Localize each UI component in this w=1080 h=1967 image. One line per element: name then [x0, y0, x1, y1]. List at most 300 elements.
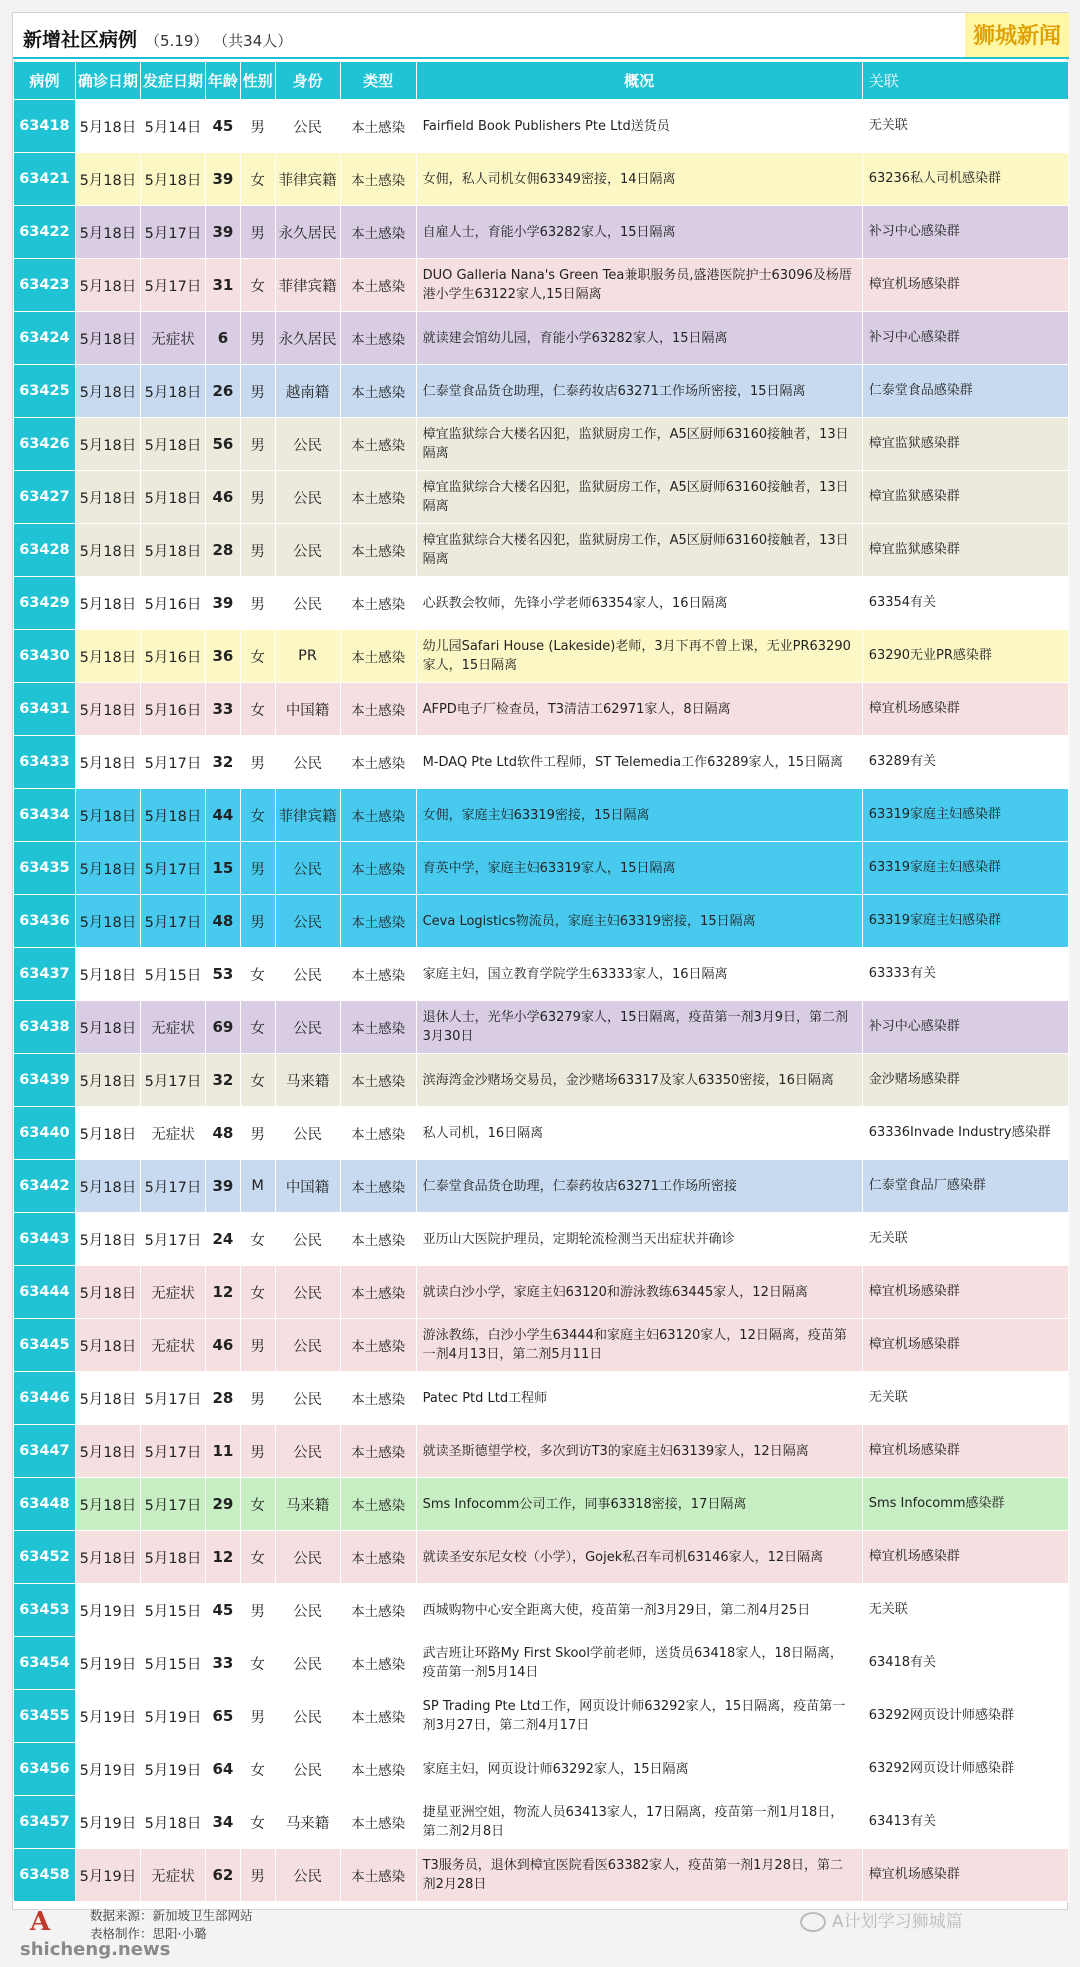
- age: 31: [206, 259, 241, 312]
- confirmed-date: 5月18日: [75, 418, 140, 471]
- onset-date: 5月18日: [140, 524, 205, 577]
- age: 56: [206, 418, 241, 471]
- table-row: [14, 259, 1069, 312]
- table-row: [14, 895, 1069, 948]
- sex: 女: [240, 948, 275, 1001]
- sex: 男: [240, 577, 275, 630]
- confirmed-date: 5月18日: [75, 524, 140, 577]
- cluster-link: 樟宜监狱感染群: [862, 418, 1068, 471]
- a-plan-logo: A: [30, 1907, 51, 1937]
- sex: 男: [240, 895, 275, 948]
- table-row: [14, 1054, 1069, 1107]
- onset-date: 5月17日: [140, 1478, 205, 1531]
- infection-type: 本土感染: [340, 1001, 416, 1054]
- case-summary: T3服务员，退休到樟宜医院看医63382家人，疫苗第一剂1月28日，第二剂2月28日: [416, 1849, 862, 1902]
- table-row: [14, 1372, 1069, 1425]
- infection-type: 本土感染: [340, 1266, 416, 1319]
- sex: 女: [240, 1478, 275, 1531]
- confirmed-date: 5月18日: [75, 1213, 140, 1266]
- case-id: 63431: [14, 683, 76, 736]
- infection-type: 本土感染: [340, 630, 416, 683]
- table-row: [14, 1425, 1069, 1478]
- table-row: [14, 1584, 1069, 1637]
- residency-status: 公民: [275, 842, 340, 895]
- sex: 男: [240, 312, 275, 365]
- residency-status: 公民: [275, 577, 340, 630]
- infection-type: 本土感染: [340, 1849, 416, 1902]
- onset-date: 5月17日: [140, 1372, 205, 1425]
- age: 44: [206, 789, 241, 842]
- confirmed-date: 5月19日: [75, 1849, 140, 1902]
- case-summary: 滨海湾金沙赌场交易员，金沙赌场63317及家人63350密接，16日隔离: [416, 1054, 862, 1107]
- residency-status: 马来籍: [275, 1054, 340, 1107]
- confirmed-date: 5月18日: [75, 948, 140, 1001]
- table-body: [14, 100, 1069, 1902]
- case-id: 63438: [14, 1001, 76, 1054]
- cluster-link: 仁泰堂食品感染群: [862, 365, 1068, 418]
- age: 28: [206, 1372, 241, 1425]
- onset-date: 无症状: [140, 312, 205, 365]
- residency-status: 公民: [275, 1319, 340, 1372]
- infection-type: 本土感染: [340, 100, 416, 153]
- sex: 女: [240, 153, 275, 206]
- cases-table: [13, 61, 1069, 1902]
- age: 39: [206, 206, 241, 259]
- residency-status: 公民: [275, 1001, 340, 1054]
- confirmed-date: 5月18日: [75, 100, 140, 153]
- onset-date: 5月18日: [140, 471, 205, 524]
- age: 53: [206, 948, 241, 1001]
- cluster-link: 金沙赌场感染群: [862, 1054, 1068, 1107]
- cluster-link: 无关联: [862, 1372, 1068, 1425]
- sex: 男: [240, 1425, 275, 1478]
- age: 48: [206, 1107, 241, 1160]
- residency-status: 公民: [275, 948, 340, 1001]
- onset-date: 无症状: [140, 1849, 205, 1902]
- table-row: [14, 736, 1069, 789]
- table-row: [14, 948, 1069, 1001]
- age: 62: [206, 1849, 241, 1902]
- cluster-link: 仁泰堂食品厂感染群: [862, 1160, 1068, 1213]
- table-row: [14, 100, 1069, 153]
- confirmed-date: 5月18日: [75, 471, 140, 524]
- confirmed-date: 5月18日: [75, 153, 140, 206]
- case-id: 63458: [14, 1849, 76, 1902]
- table-row: [14, 1690, 1069, 1743]
- case-id: 63452: [14, 1531, 76, 1584]
- residency-status: 公民: [275, 736, 340, 789]
- age: 15: [206, 842, 241, 895]
- case-summary: 就读圣斯德望学校，多次到访T3的家庭主妇63139家人，12日隔离: [416, 1425, 862, 1478]
- case-id: 63429: [14, 577, 76, 630]
- cluster-link: 63336Invade Industry感染群: [862, 1107, 1068, 1160]
- residency-status: 越南籍: [275, 365, 340, 418]
- cluster-link: 63333有关: [862, 948, 1068, 1001]
- brand-logo: 狮城新闻: [965, 13, 1069, 57]
- case-id: 63428: [14, 524, 76, 577]
- cluster-link: 63418有关: [862, 1637, 1068, 1690]
- confirmed-date: 5月19日: [75, 1690, 140, 1743]
- cluster-link: 补习中心感染群: [862, 312, 1068, 365]
- residency-status: 永久居民: [275, 206, 340, 259]
- table-row: [14, 1319, 1069, 1372]
- case-summary: 心跃教会牧师，先锋小学老师63354家人，16日隔离: [416, 577, 862, 630]
- age: 33: [206, 683, 241, 736]
- sex: 男: [240, 1372, 275, 1425]
- infection-type: 本土感染: [340, 842, 416, 895]
- residency-status: 公民: [275, 1849, 340, 1902]
- cluster-link: 樟宜监狱感染群: [862, 524, 1068, 577]
- onset-date: 5月18日: [140, 1531, 205, 1584]
- infection-type: 本土感染: [340, 1425, 416, 1478]
- case-summary: M-DAQ Pte Ltd软件工程师，ST Telemedia工作63289家人，15日隔离: [416, 736, 862, 789]
- cluster-link: 63290无业PR感染群: [862, 630, 1068, 683]
- cluster-link: 63236私人司机感染群: [862, 153, 1068, 206]
- residency-status: 公民: [275, 471, 340, 524]
- residency-status: 中国籍: [275, 683, 340, 736]
- cluster-link: 樟宜监狱感染群: [862, 471, 1068, 524]
- cluster-link: 63413有关: [862, 1796, 1068, 1849]
- case-summary: 西城购物中心安全距离大使，疫苗第一剂3月29日，第二剂4月25日: [416, 1584, 862, 1637]
- table-row: [14, 577, 1069, 630]
- case-summary: 就读建会馆幼儿园，育能小学63282家人，15日隔离: [416, 312, 862, 365]
- infection-type: 本土感染: [340, 1531, 416, 1584]
- case-id: 63430: [14, 630, 76, 683]
- column-header: 类型: [340, 62, 416, 100]
- onset-date: 无症状: [140, 1319, 205, 1372]
- case-id: 63455: [14, 1690, 76, 1743]
- title-bar: [13, 13, 1069, 59]
- case-summary: 退休人士，光华小学63279家人，15日隔离，疫苗第一剂3月9日，第二剂3月30日: [416, 1001, 862, 1054]
- confirmed-date: 5月18日: [75, 1531, 140, 1584]
- case-summary: SP Trading Pte Ltd工作，网页设计师63292家人，15日隔离，疫苗第一剂3月27日，第二剂4月17日: [416, 1690, 862, 1743]
- cluster-link: 樟宜机场感染群: [862, 1531, 1068, 1584]
- sex: 男: [240, 1584, 275, 1637]
- age: 39: [206, 153, 241, 206]
- case-id: 63442: [14, 1160, 76, 1213]
- sex: 女: [240, 1054, 275, 1107]
- case-id: 63453: [14, 1584, 76, 1637]
- case-id: 63433: [14, 736, 76, 789]
- age: 34: [206, 1796, 241, 1849]
- age: 32: [206, 1054, 241, 1107]
- column-header: 年龄: [206, 62, 241, 100]
- sex: 女: [240, 259, 275, 312]
- confirmed-date: 5月18日: [75, 1478, 140, 1531]
- confirmed-date: 5月18日: [75, 1266, 140, 1319]
- onset-date: 5月17日: [140, 1425, 205, 1478]
- infection-type: 本土感染: [340, 1107, 416, 1160]
- residency-status: PR: [275, 630, 340, 683]
- residency-status: 公民: [275, 1584, 340, 1637]
- age: 32: [206, 736, 241, 789]
- case-id: 63456: [14, 1743, 76, 1796]
- age: 12: [206, 1266, 241, 1319]
- sex: 男: [240, 524, 275, 577]
- case-id: 63434: [14, 789, 76, 842]
- onset-date: 5月17日: [140, 1054, 205, 1107]
- table-row: [14, 206, 1069, 259]
- infection-type: 本土感染: [340, 683, 416, 736]
- residency-status: 公民: [275, 895, 340, 948]
- age: 46: [206, 471, 241, 524]
- sex: 男: [240, 736, 275, 789]
- credit-text: 表格制作：思阳·小璐: [90, 1926, 207, 1941]
- sex: 男: [240, 842, 275, 895]
- table-row: [14, 365, 1069, 418]
- residency-status: 菲律宾籍: [275, 153, 340, 206]
- column-header: 确诊日期: [75, 62, 140, 100]
- table-row: [14, 842, 1069, 895]
- confirmed-date: 5月19日: [75, 1584, 140, 1637]
- case-summary: 武吉班让环路My First Skool学前老师，送货员63418家人，18日隔离，疫苗第一剂5月14日: [416, 1637, 862, 1690]
- sex: 女: [240, 1796, 275, 1849]
- sex: 女: [240, 1213, 275, 1266]
- residency-status: 马来籍: [275, 1478, 340, 1531]
- infection-type: 本土感染: [340, 1213, 416, 1266]
- case-id: 63437: [14, 948, 76, 1001]
- case-summary: 女佣，私人司机女佣63349密接，14日隔离: [416, 153, 862, 206]
- confirmed-date: 5月18日: [75, 1107, 140, 1160]
- onset-date: 5月17日: [140, 1213, 205, 1266]
- case-summary: 幼儿园Safari House (Lakeside)老师，3月下再不曾上课，无业PR63290家人，15日隔离: [416, 630, 862, 683]
- onset-date: 5月18日: [140, 418, 205, 471]
- confirmed-date: 5月18日: [75, 1160, 140, 1213]
- cluster-link: 无关联: [862, 1213, 1068, 1266]
- case-summary: 就读白沙小学，家庭主妇63120和游泳教练63445家人，12日隔离: [416, 1266, 862, 1319]
- age: 48: [206, 895, 241, 948]
- wechat-icon: [800, 1912, 826, 1932]
- case-id: 63435: [14, 842, 76, 895]
- onset-date: 5月17日: [140, 842, 205, 895]
- case-id: 63423: [14, 259, 76, 312]
- residency-status: 菲律宾籍: [275, 789, 340, 842]
- table-row: [14, 471, 1069, 524]
- wechat-name: A计划学习狮城篇: [832, 1912, 963, 1932]
- cluster-link: 补习中心感染群: [862, 1001, 1068, 1054]
- confirmed-date: 5月18日: [75, 736, 140, 789]
- sex: 男: [240, 1849, 275, 1902]
- case-summary: 育英中学，家庭主妇63319家人，15日隔离: [416, 842, 862, 895]
- column-header: 发症日期: [140, 62, 205, 100]
- cluster-link: 63289有关: [862, 736, 1068, 789]
- onset-date: 无症状: [140, 1107, 205, 1160]
- infection-type: 本土感染: [340, 259, 416, 312]
- case-id: 63439: [14, 1054, 76, 1107]
- onset-date: 5月17日: [140, 1160, 205, 1213]
- onset-date: 无症状: [140, 1001, 205, 1054]
- residency-status: 永久居民: [275, 312, 340, 365]
- table-row: [14, 1266, 1069, 1319]
- case-summary: DUO Galleria Nana's Green Tea兼职服务员,盛港医院护士63096及杨厝港小学生63122家人,15日隔离: [416, 259, 862, 312]
- case-summary: 就读圣安东尼女校（小学），Gojek私召车司机63146家人，12日隔离: [416, 1531, 862, 1584]
- cluster-link: 63319家庭主妇感染群: [862, 789, 1068, 842]
- confirmed-date: 5月18日: [75, 630, 140, 683]
- case-summary: 仁泰堂食品货仓助理，仁泰药妆店63271工作场所密接，15日隔离: [416, 365, 862, 418]
- cluster-link: 63354有关: [862, 577, 1068, 630]
- case-summary: 私人司机，16日隔离: [416, 1107, 862, 1160]
- table-row: [14, 418, 1069, 471]
- cluster-link: 樟宜机场感染群: [862, 1849, 1068, 1902]
- onset-date: 5月17日: [140, 206, 205, 259]
- infection-type: 本土感染: [340, 365, 416, 418]
- case-summary: 樟宜监狱综合大楼名囚犯，监狱厨房工作，A5区厨师63160接触者，13日隔离: [416, 418, 862, 471]
- infection-type: 本土感染: [340, 1372, 416, 1425]
- onset-date: 5月19日: [140, 1743, 205, 1796]
- infection-type: 本土感染: [340, 736, 416, 789]
- table-row: [14, 1478, 1069, 1531]
- onset-date: 5月16日: [140, 683, 205, 736]
- table-row: [14, 1531, 1069, 1584]
- residency-status: 公民: [275, 1531, 340, 1584]
- infection-type: 本土感染: [340, 1319, 416, 1372]
- onset-date: 5月18日: [140, 1796, 205, 1849]
- sex: 男: [240, 471, 275, 524]
- confirmed-date: 5月18日: [75, 683, 140, 736]
- residency-status: 菲律宾籍: [275, 259, 340, 312]
- sex: 女: [240, 789, 275, 842]
- age: 39: [206, 1160, 241, 1213]
- case-summary: Fairfield Book Publishers Pte Ltd送货员: [416, 100, 862, 153]
- cluster-link: 63292网页设计师感染群: [862, 1690, 1068, 1743]
- cluster-link: 补习中心感染群: [862, 206, 1068, 259]
- confirmed-date: 5月18日: [75, 1372, 140, 1425]
- case-id: 63448: [14, 1478, 76, 1531]
- case-id: 63421: [14, 153, 76, 206]
- age: 33: [206, 1637, 241, 1690]
- infection-type: 本土感染: [340, 895, 416, 948]
- confirmed-date: 5月19日: [75, 1637, 140, 1690]
- case-summary: Sms Infocomm公司工作，同事63318密接，17日隔离: [416, 1478, 862, 1531]
- table-row: [14, 1160, 1069, 1213]
- sex: 男: [240, 1690, 275, 1743]
- table-row: [14, 524, 1069, 577]
- infection-type: 本土感染: [340, 1743, 416, 1796]
- onset-date: 5月15日: [140, 948, 205, 1001]
- case-id: 63440: [14, 1107, 76, 1160]
- column-header: 关联: [862, 62, 1068, 100]
- onset-date: 5月18日: [140, 153, 205, 206]
- case-summary: 家庭主妇，网页设计师63292家人，15日隔离: [416, 1743, 862, 1796]
- confirmed-date: 5月18日: [75, 259, 140, 312]
- table-row: [14, 789, 1069, 842]
- infection-type: 本土感染: [340, 418, 416, 471]
- case-id: 63444: [14, 1266, 76, 1319]
- case-summary: 亚历山大医院护理员，定期轮流检测当天出症状并确诊: [416, 1213, 862, 1266]
- case-summary: 女佣，家庭主妇63319密接，15日隔离: [416, 789, 862, 842]
- table-row: [14, 153, 1069, 206]
- confirmed-date: 5月18日: [75, 577, 140, 630]
- confirmed-date: 5月18日: [75, 789, 140, 842]
- infection-type: 本土感染: [340, 1054, 416, 1107]
- table-row: [14, 630, 1069, 683]
- onset-date: 5月14日: [140, 100, 205, 153]
- table-row: [14, 1213, 1069, 1266]
- infection-type: 本土感染: [340, 153, 416, 206]
- case-id: 63426: [14, 418, 76, 471]
- case-id: 63446: [14, 1372, 76, 1425]
- age: 26: [206, 365, 241, 418]
- onset-date: 5月15日: [140, 1584, 205, 1637]
- case-summary: Ceva Logistics物流员，家庭主妇63319密接，15日隔离: [416, 895, 862, 948]
- case-summary: Patec Ptd Ltd工程师: [416, 1372, 862, 1425]
- residency-status: 公民: [275, 1743, 340, 1796]
- cluster-link: Sms Infocomm感染群: [862, 1478, 1068, 1531]
- age: 24: [206, 1213, 241, 1266]
- residency-status: 中国籍: [275, 1160, 340, 1213]
- cluster-link: 63292网页设计师感染群: [862, 1743, 1068, 1796]
- case-id: 63422: [14, 206, 76, 259]
- confirmed-date: 5月18日: [75, 365, 140, 418]
- residency-status: 公民: [275, 1425, 340, 1478]
- infection-type: 本土感染: [340, 789, 416, 842]
- infection-type: 本土感染: [340, 524, 416, 577]
- residency-status: 公民: [275, 1372, 340, 1425]
- confirmed-date: 5月18日: [75, 1319, 140, 1372]
- case-id: 63425: [14, 365, 76, 418]
- case-id: 63427: [14, 471, 76, 524]
- page-title: [23, 25, 292, 52]
- age: 12: [206, 1531, 241, 1584]
- infection-type: 本土感染: [340, 948, 416, 1001]
- infection-type: 本土感染: [340, 1796, 416, 1849]
- age: 45: [206, 100, 241, 153]
- watermark: shicheng.news: [20, 1939, 171, 1960]
- onset-date: 5月17日: [140, 736, 205, 789]
- age: 28: [206, 524, 241, 577]
- sex: 女: [240, 1001, 275, 1054]
- wechat-account: [800, 1907, 963, 1932]
- sex: 女: [240, 1743, 275, 1796]
- age: 29: [206, 1478, 241, 1531]
- confirmed-date: 5月18日: [75, 895, 140, 948]
- footer: [0, 1895, 1080, 1967]
- table-row: [14, 312, 1069, 365]
- source-text: 数据来源：新加坡卫生部网站: [90, 1908, 253, 1923]
- confirmed-date: 5月18日: [75, 312, 140, 365]
- age: 11: [206, 1425, 241, 1478]
- sex: 女: [240, 1266, 275, 1319]
- infection-type: 本土感染: [340, 1478, 416, 1531]
- onset-date: 无症状: [140, 1266, 205, 1319]
- case-table-sheet: [12, 12, 1068, 1910]
- residency-status: 公民: [275, 418, 340, 471]
- table-header-row: [14, 62, 1069, 100]
- confirmed-date: 5月18日: [75, 842, 140, 895]
- onset-date: 5月16日: [140, 630, 205, 683]
- sex: 女: [240, 1531, 275, 1584]
- case-summary: 家庭主妇，国立教育学院学生63333家人，16日隔离: [416, 948, 862, 1001]
- case-id: 63454: [14, 1637, 76, 1690]
- residency-status: 公民: [275, 1266, 340, 1319]
- column-header: 身份: [275, 62, 340, 100]
- age: 64: [206, 1743, 241, 1796]
- case-id: 63457: [14, 1796, 76, 1849]
- column-header: 病例: [14, 62, 76, 100]
- confirmed-date: 5月18日: [75, 206, 140, 259]
- sex: 男: [240, 100, 275, 153]
- residency-status: 公民: [275, 1690, 340, 1743]
- residency-status: 公民: [275, 1213, 340, 1266]
- case-id: 63443: [14, 1213, 76, 1266]
- residency-status: 公民: [275, 1637, 340, 1690]
- confirmed-date: 5月18日: [75, 1425, 140, 1478]
- sex: 女: [240, 1637, 275, 1690]
- table-row: [14, 1107, 1069, 1160]
- sex: M: [240, 1160, 275, 1213]
- confirmed-date: 5月19日: [75, 1743, 140, 1796]
- sex: 女: [240, 630, 275, 683]
